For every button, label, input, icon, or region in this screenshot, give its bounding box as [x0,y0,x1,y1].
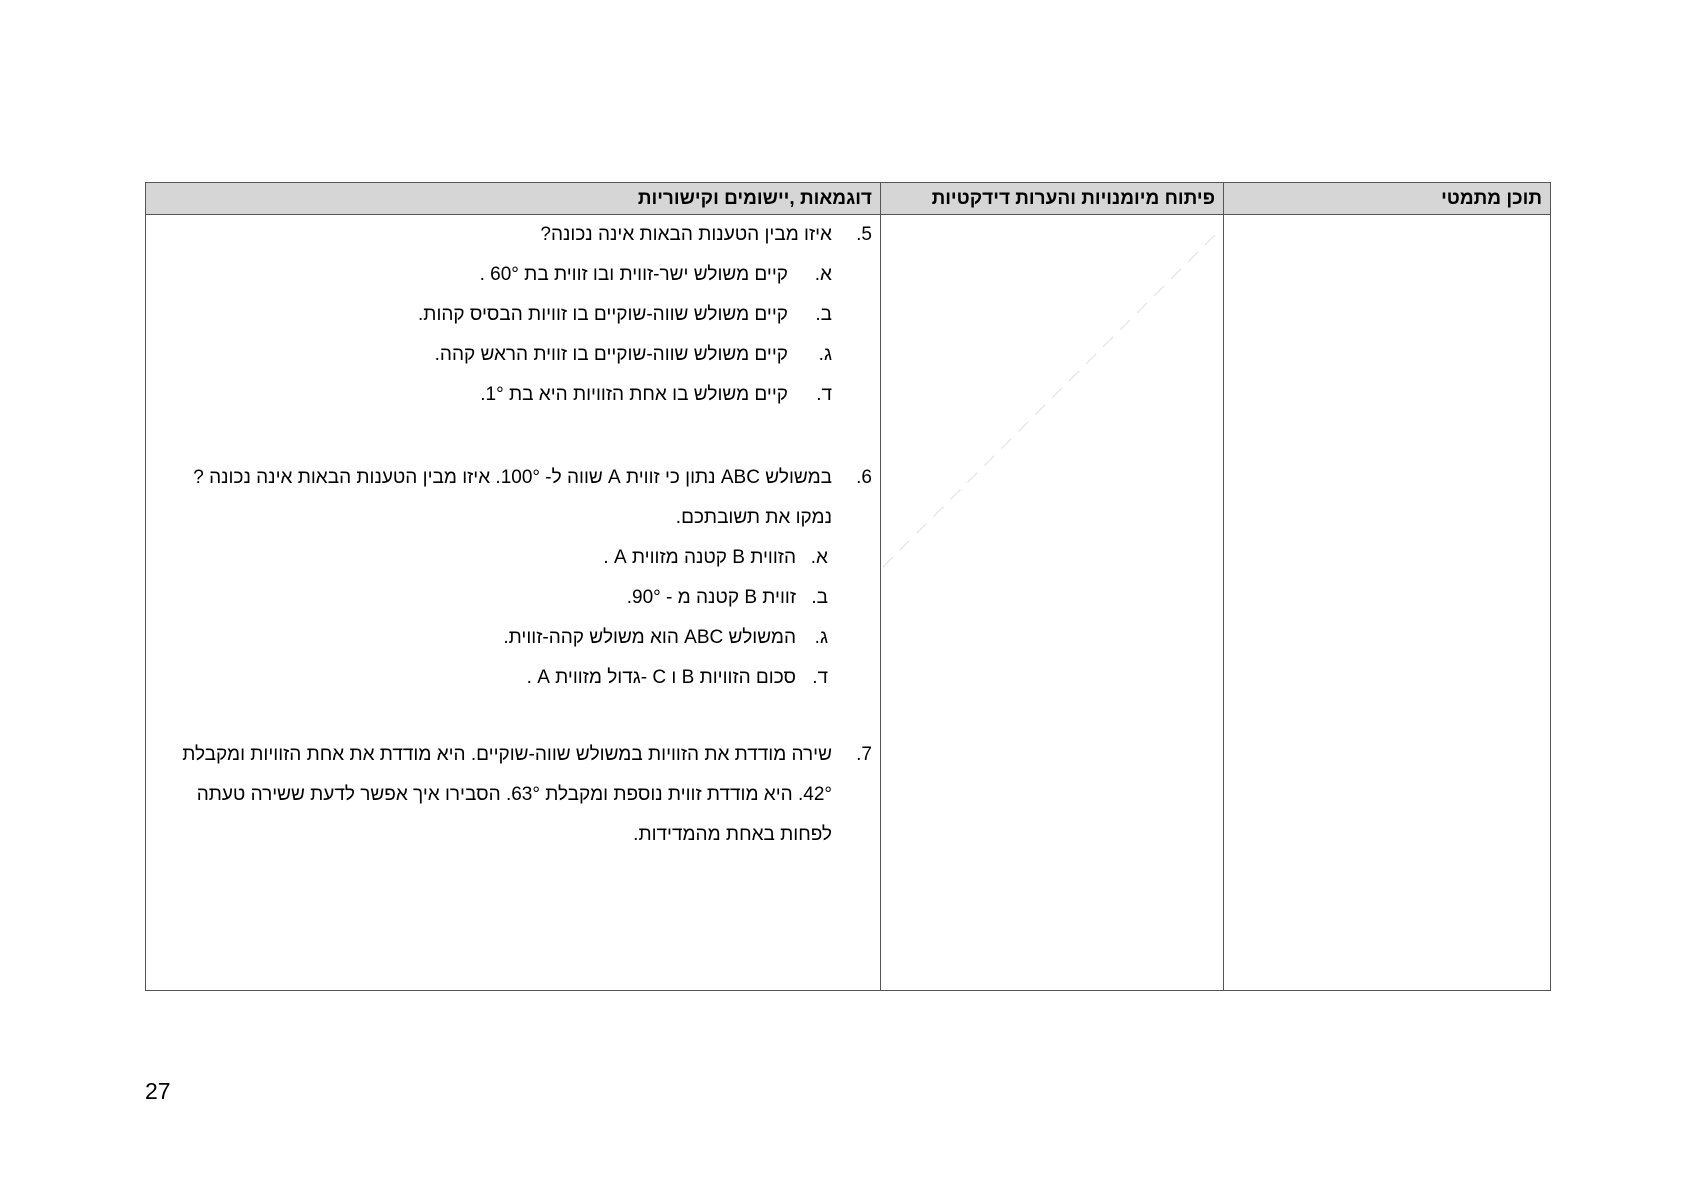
option-text: הזווית B קטנה מזווית A . [603,547,796,568]
option-letter: ג. [818,344,832,365]
curriculum-table [145,182,1551,991]
option-letter: א. [814,264,832,285]
option-item [503,618,828,658]
question-text: לפחות באחת מהמדידות. [633,824,832,845]
option-text: קיים משולש שווה-שוקיים בו זווית הראש קהה. [434,344,788,365]
option-letter: ד. [812,667,828,688]
option-item [480,375,832,415]
option-text: המשולש ABC הוא משולש קהה-זווית. [503,627,796,648]
column-divider [1223,183,1224,990]
option-letter: ב. [815,304,832,325]
question-number: 6. [856,467,872,488]
option-letter: ד. [816,384,832,405]
option-item [435,335,832,375]
option-text: סכום הזוויות B ו C -גדול מזווית A . [526,667,796,688]
option-letter: ג. [814,627,828,648]
option-item [627,578,828,618]
question-text: איזו מבין הטענות הבאות אינה נכונה? [540,224,832,245]
question-text: שירה מודדת את הזוויות במשולש שווה-שוקיים. היא מודדת את אחת הזוויות ומקבלת [182,744,832,765]
question-number: 7. [856,744,872,765]
examples-cell [145,215,880,990]
header-examples: דוגמאות ,יישומים וקישוריות [637,188,872,209]
question-text: 42°. היא מודדת זווית נוספת ומקבלת 63°. הסבירו איך אפשר לדעת ששירה טעתה [196,784,832,805]
column-divider [880,183,881,990]
option-item [527,658,828,698]
table-header-row [146,183,1550,215]
option-text: קיים משולש בו אחת הזוויות היא בת 1°. [480,384,788,405]
page-number: 27 [145,1078,171,1104]
option-item [603,538,828,578]
question-number: 5. [856,224,872,245]
option-item [418,295,832,335]
header-math-content: תוכן מתמטי [1441,188,1542,209]
option-text: קיים משולש שווה-שוקיים בו זוויות הבסיס קהות. [418,304,788,325]
option-text: זווית B קטנה מ - 90°. [626,587,796,608]
question-text: נמקו את תשובתכם. [675,507,832,528]
option-item [480,255,832,295]
option-letter: ב. [811,587,828,608]
header-didactic-notes: פיתוח מיומנויות והערות דידקטיות [931,188,1215,209]
option-letter: א. [810,547,828,568]
option-text: קיים משולש ישר-זווית ובו זווית בת 60° . [479,264,788,285]
question-text: במשולש ABC נתון כי זווית A שווה ל- 100°. איזו מבין הטענות הבאות אינה נכונה ? [193,467,832,488]
